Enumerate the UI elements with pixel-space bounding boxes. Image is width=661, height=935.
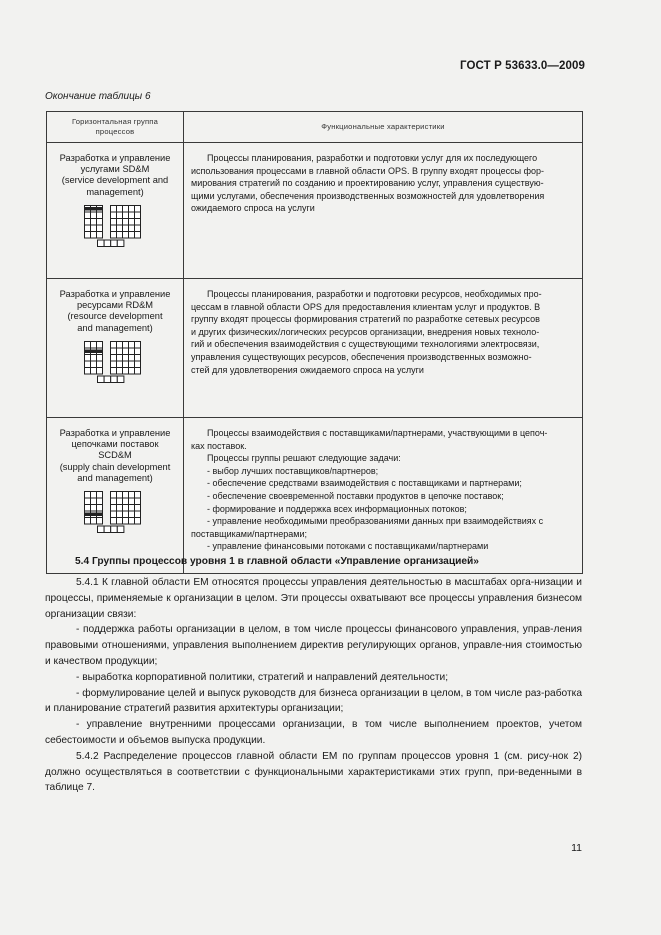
col2-header: Функциональные характеристики [184, 112, 583, 143]
group-name-rdm: Разработка и управление ресурсами RD&M (resource development and management) [59, 289, 171, 333]
table-row [47, 418, 583, 574]
page-number: 11 [571, 842, 582, 854]
paragraph: - выработка корпоративной политики, стратегий и направлений деятельности; [76, 671, 449, 683]
table-caption: Окончание таблицы 6 [45, 91, 151, 102]
table-row [47, 279, 583, 418]
desc-cell-rdm [184, 279, 583, 418]
group-cell-scdm [47, 418, 184, 574]
group-name-sdm: Разработка и управление услугами SD&M (service development and management) [59, 153, 171, 197]
paragraph: 5.4.1 К главной области EM относятся процессы управления деятельностью в масштабах орга-низации и процессы, применяемые к организации в целом. Эти процессы охватывают все процессы управления бизнесом организации связи: [45, 577, 582, 620]
paragraph: - управление внутренними процессами организации, в том числе выполнением проектов, учетом себестоимости и объемов выпуска продукции. [45, 719, 582, 746]
col1-header: Горизонтальная группа процессов [47, 112, 184, 143]
group-name-scdm: Разработка и управление цепочками поставок SCD&M (supply chain development and management) [59, 428, 171, 483]
desc-scdm: Процессы взаимодействия с поставщиками/партнерами, участвующими в цепоч- ках поставок. Процессы группы решают следующие задачи: - выбор лучших поставщиков/партнеров; - обеспечение средствами взаимодействия с поставщиками и партнерами; - обеспечение своевременной поставки продуктов в цепочке поставок; - формирование и поддержка всех информационных потоков; - управление необходимыми преобразованиями данных при взаимодействиях с поставщиками/партнерами; - управление финансовыми потоками с поставщиками/партнерами [191, 428, 548, 552]
paragraph: - формулирование целей и выпуск руководств для бизнеса организации в целом, в том числе раз-работка и планирование стратегий развития архитектуры организации; [45, 687, 582, 715]
process-map-icon [47, 204, 183, 254]
group-cell-rdm [47, 279, 184, 418]
desc-cell-scdm [184, 418, 583, 574]
group-cell-sdm [47, 143, 184, 279]
section-heading: 5.4 Группы процессов уровня 1 в главной области «Управление организацией» [75, 556, 479, 567]
desc-cell-sdm [184, 143, 583, 279]
process-map-icon [47, 340, 183, 390]
standard-number: ГОСТ Р 53633.0—2009 [460, 60, 585, 72]
paragraph: 5.4.2 Распределение процессов главной области EM по группам процессов уровня 1 (см. рису-нок 2) должно осуществляться в соответствии с функциональными характеристиками этих групп, при-веденными в таблице 7. [45, 750, 582, 794]
desc-sdm: Процессы планирования, разработки и подготовки услуг для их последующего использования процессами в главной области OPS. В группу входят процессы фор- мирования стратегий по созданию и проектированию услуг, управления существую- щими услугами, обеспечения производственных возможностей для удовлетворения ожидаемого спроса на услуги [191, 153, 545, 214]
functional-table [46, 111, 583, 574]
section-body [45, 575, 582, 796]
table-header-row [47, 112, 583, 143]
table-row [47, 143, 583, 279]
process-map-icon [47, 490, 183, 540]
paragraph: - поддержка работы организации в целом, в том числе процессы финансового управления, управ-ления правовыми отношениями, управления выполнением директив регулирующих органов, управле-ния стоимостью и качеством продукции; [45, 624, 582, 667]
desc-rdm: Процессы планирования, разработки и подготовки ресурсов, необходимых про- цессам в главной области OPS для предоставления клиентам услуг и продуктов. В группу входят процессы формирования стратегий по разработке сетевых ресурсов и других физических/логических ресурсов организации, внедрения новых техноло- гий и обеспечения взаимодействия с существующими технологиями электросвязи, управления существующих ресурсов, обеспечения производственных возможно- стей для удовлетворения ожидаемого спроса на услуги [191, 289, 542, 375]
